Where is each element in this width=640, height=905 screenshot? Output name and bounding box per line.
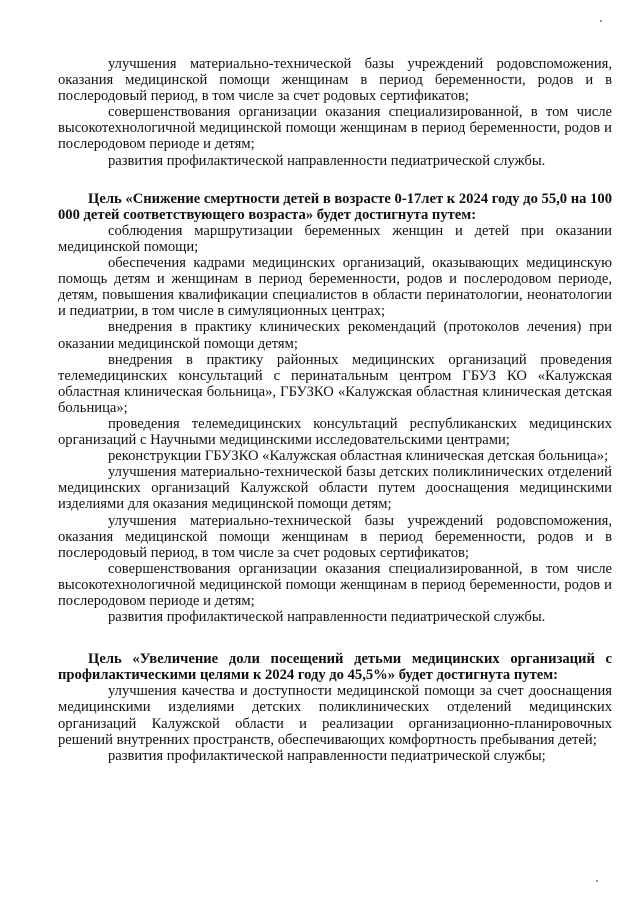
- paragraph: внедрения в практику клинических рекомендаций (протоколов лечения) при оказании медицинской помощи детям;: [58, 319, 612, 352]
- scan-speck: [596, 880, 598, 882]
- document-body: [58, 56, 612, 764]
- paragraph: улучшения материально-технической базы детских поликлинических отделений медицинских организаций Калужской области путем дооснащения медицинскими изделиями для оказания медицинской помощи детям;: [58, 464, 612, 513]
- paragraph: проведения телемедицинских консультаций республиканских медицинских организаций с Научными медицинскими исследовательскими центрами;: [58, 415, 612, 449]
- paragraph: улучшения качества и доступности медицинской помощи за счет дооснащения медицинскими изделиями детских поликлинических отделений медицинских организаций Калужской области и реализации организационно-планировочных решений внутренних пространств, обеспечивающих комфортность пребывания детей;: [58, 683, 612, 748]
- paragraph: развития профилактической направленности педиатрической службы;: [108, 747, 546, 764]
- paragraph: реконструкции ГБУЗКО «Калужская областная клиническая детская больница»;: [108, 448, 609, 465]
- spacer: [58, 169, 612, 191]
- goal-heading-child-mortality: [58, 191, 612, 223]
- spacer: [58, 625, 612, 651]
- goal-heading-preventive-visits: [58, 651, 612, 683]
- paragraph: совершенствования организации оказания специализированной, в том числе высокотехнологичной медицинской помощи женщинам в период беременности, родов и послеродовом периоде и детям;: [58, 560, 612, 609]
- goal-heading-text: Цель «Снижение смертности детей в возрасте 0-17лет к 2024 году до 55,0 на 100 000 детей соответствующего возраста» будет достигнута путем:: [58, 190, 612, 223]
- paragraph: обеспечения кадрами медицинских организаций, оказывающих медицинскую помощь детям и женщинам в период беременности, родов и послеродовом периоде, детям, повышения квалификации специалистов в области перинатологии, неонатологии и педиатрии, в том числе в симуляционных центрах;: [58, 255, 612, 320]
- paragraph: развития профилактической направленности педиатрической службы.: [108, 152, 546, 169]
- scan-speck: [600, 20, 602, 22]
- paragraph: внедрения в практику районных медицинских организаций проведения телемедицинских консультаций с перинатальным центром ГБУЗ КО «Калужская областная клиническая больница», ГБУЗКО «Калужская областная клиническая детская больница»;: [58, 351, 612, 416]
- goal-heading-text: Цель «Увеличение доли посещений детьми медицинских организаций с профилактическими целями к 2024 году до 45,5%» будет достигнута путем:: [58, 651, 612, 684]
- paragraph: совершенствования организации оказания специализированной, в том числе высокотехнологичной медицинской помощи женщинам в период беременности, родов и послеродовом периоде и детям;: [58, 104, 612, 153]
- paragraph: соблюдения маршрутизации беременных женщин и детей при оказании медицинской помощи;: [58, 222, 612, 255]
- paragraph: улучшения материально-технической базы учреждений родовспоможения, оказания медицинской помощи женщинам в период беременности, родов и в послеродовый период, в том числе за счет родовых сертификатов;: [58, 512, 612, 561]
- paragraph: развития профилактической направленности педиатрической службы.: [108, 609, 546, 626]
- paragraph: улучшения материально-технической базы учреждений родовспоможения, оказания медицинской помощи женщинам в период беременности, родов и в послеродовый период, в том числе за счет родовых сертификатов;: [58, 56, 612, 105]
